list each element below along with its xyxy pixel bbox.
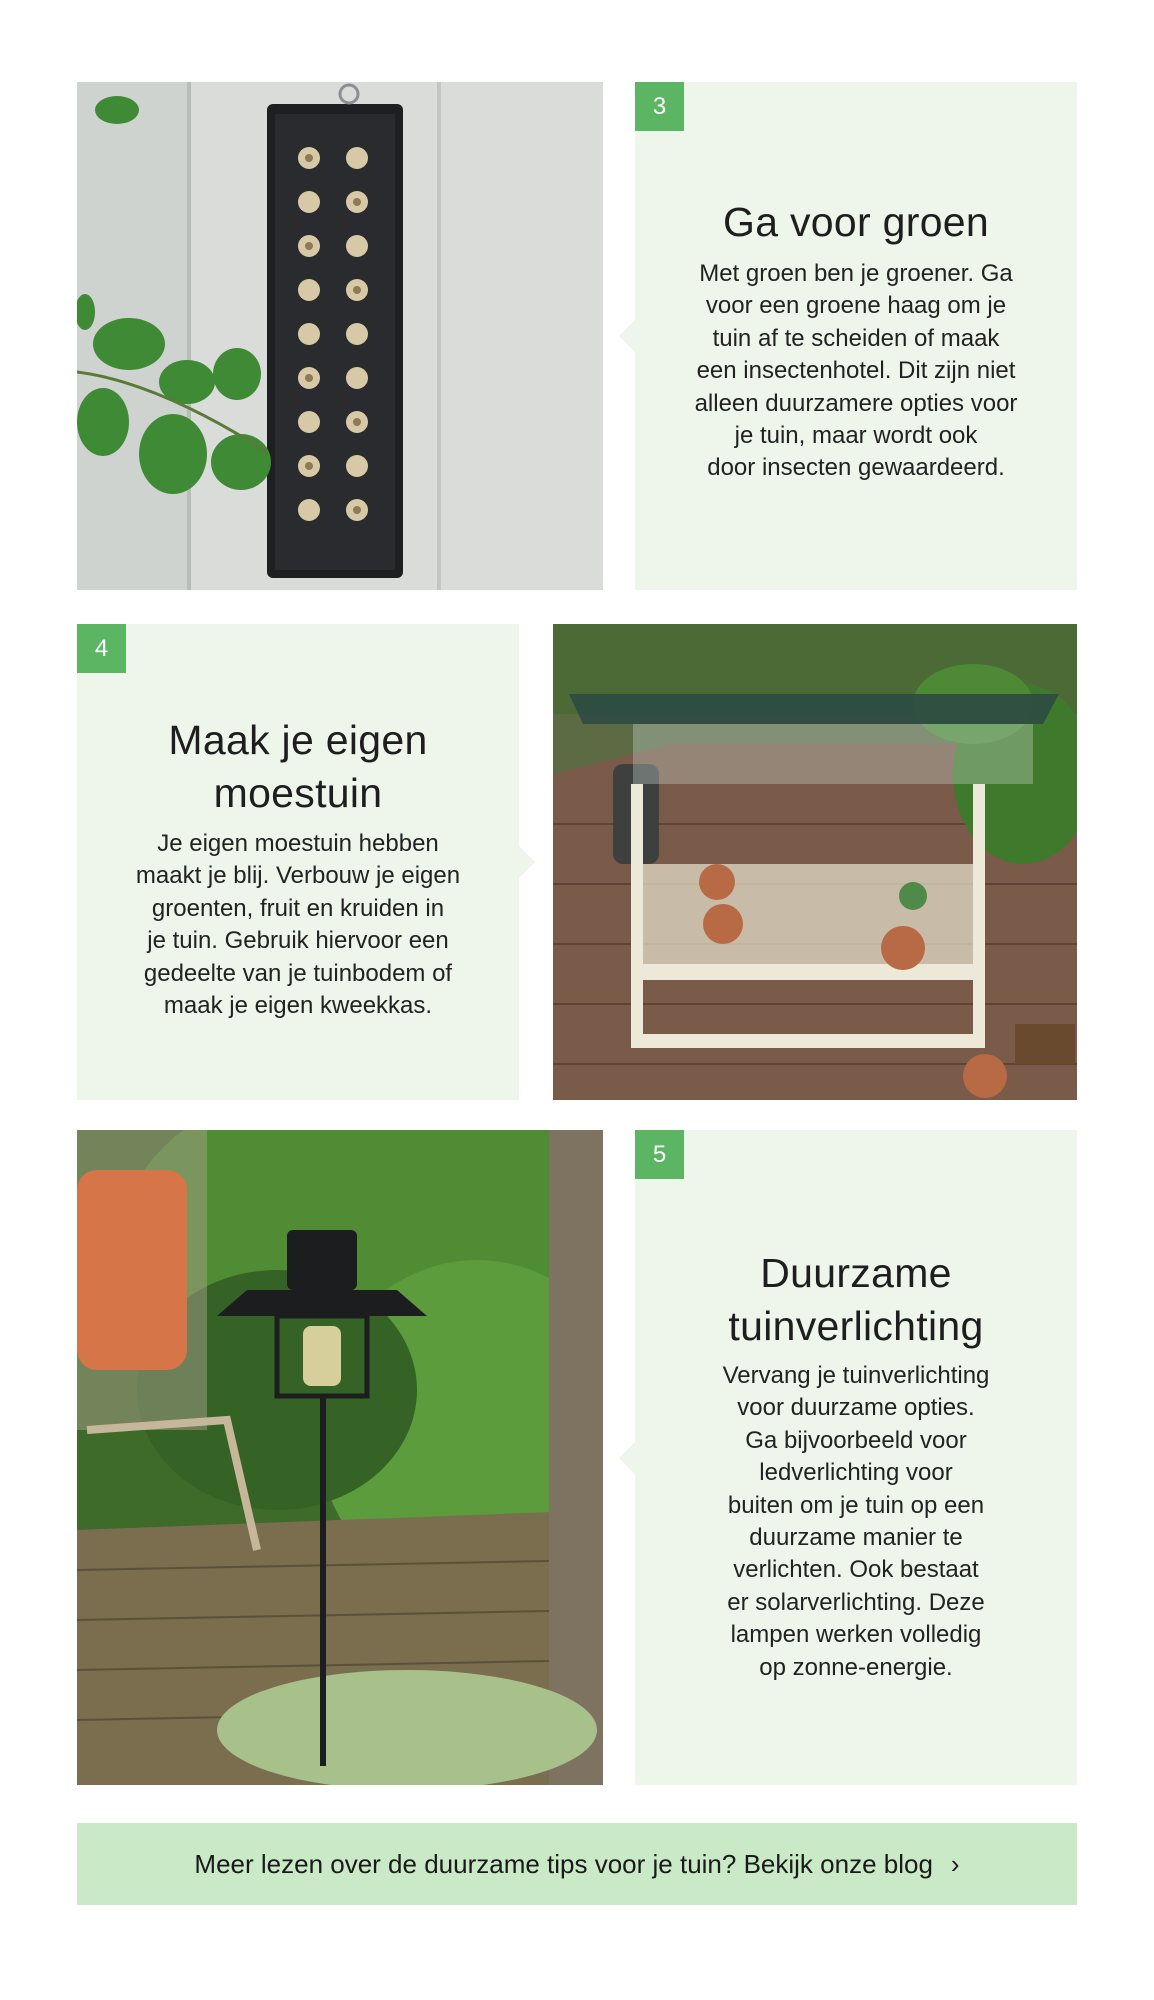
tip-card-5 [635,1130,1077,1785]
read-blog-label: Meer lezen over de duurzame tips voor je tuin? Bekijk onze blog [194,1848,933,1879]
greenhouse-photo [553,624,1077,1100]
tip-body: Vervang je tuinverlichting voor duurzame opties. Ga bijvoorbeeld voor ledverlichting voor buiten om je tuin op een duurzame manier te verlichten. Ook bestaat er solarverlichting. Deze lampen werken volledig op zonne-energie. [722,1362,990,1681]
read-blog-link[interactable] [77,1823,1077,1905]
tip-card-4 [77,624,519,1100]
tip-number-badge: 5 [635,1130,684,1179]
tip-number-badge: 4 [77,624,126,673]
card-pointer [619,1442,635,1474]
card-pointer [519,846,535,878]
chevron-right-icon: › [950,1848,960,1879]
tip-title: Maak je eigen moestuin [168,717,428,816]
insect-hotel-photo [77,82,603,590]
garden-lamp-photo [77,1130,603,1785]
tip-body: Je eigen moestuin hebben maakt je blij. Verbouw je eigen groenten, fruit en kruiden in je tuin. Gebruik hiervoor een gedeelte van je tuinbodem of maak je eigen kweekkas. [135,830,461,1020]
card-pointer [619,320,635,352]
tip-card-3 [635,82,1077,590]
tip-body: Met groen ben je groener. Ga voor een groene haag om je tuin af te scheiden of maak een insectenhotel. Dit zijn niet alleen duurzamere opties voor je tuin, maar wordt ook door insecten gewaardeerd. [694,260,1018,482]
tip-title: Duurzame tuinverlichting [728,1250,984,1349]
tip-number-badge: 3 [635,82,684,131]
tip-title: Ga voor groen [723,199,989,245]
